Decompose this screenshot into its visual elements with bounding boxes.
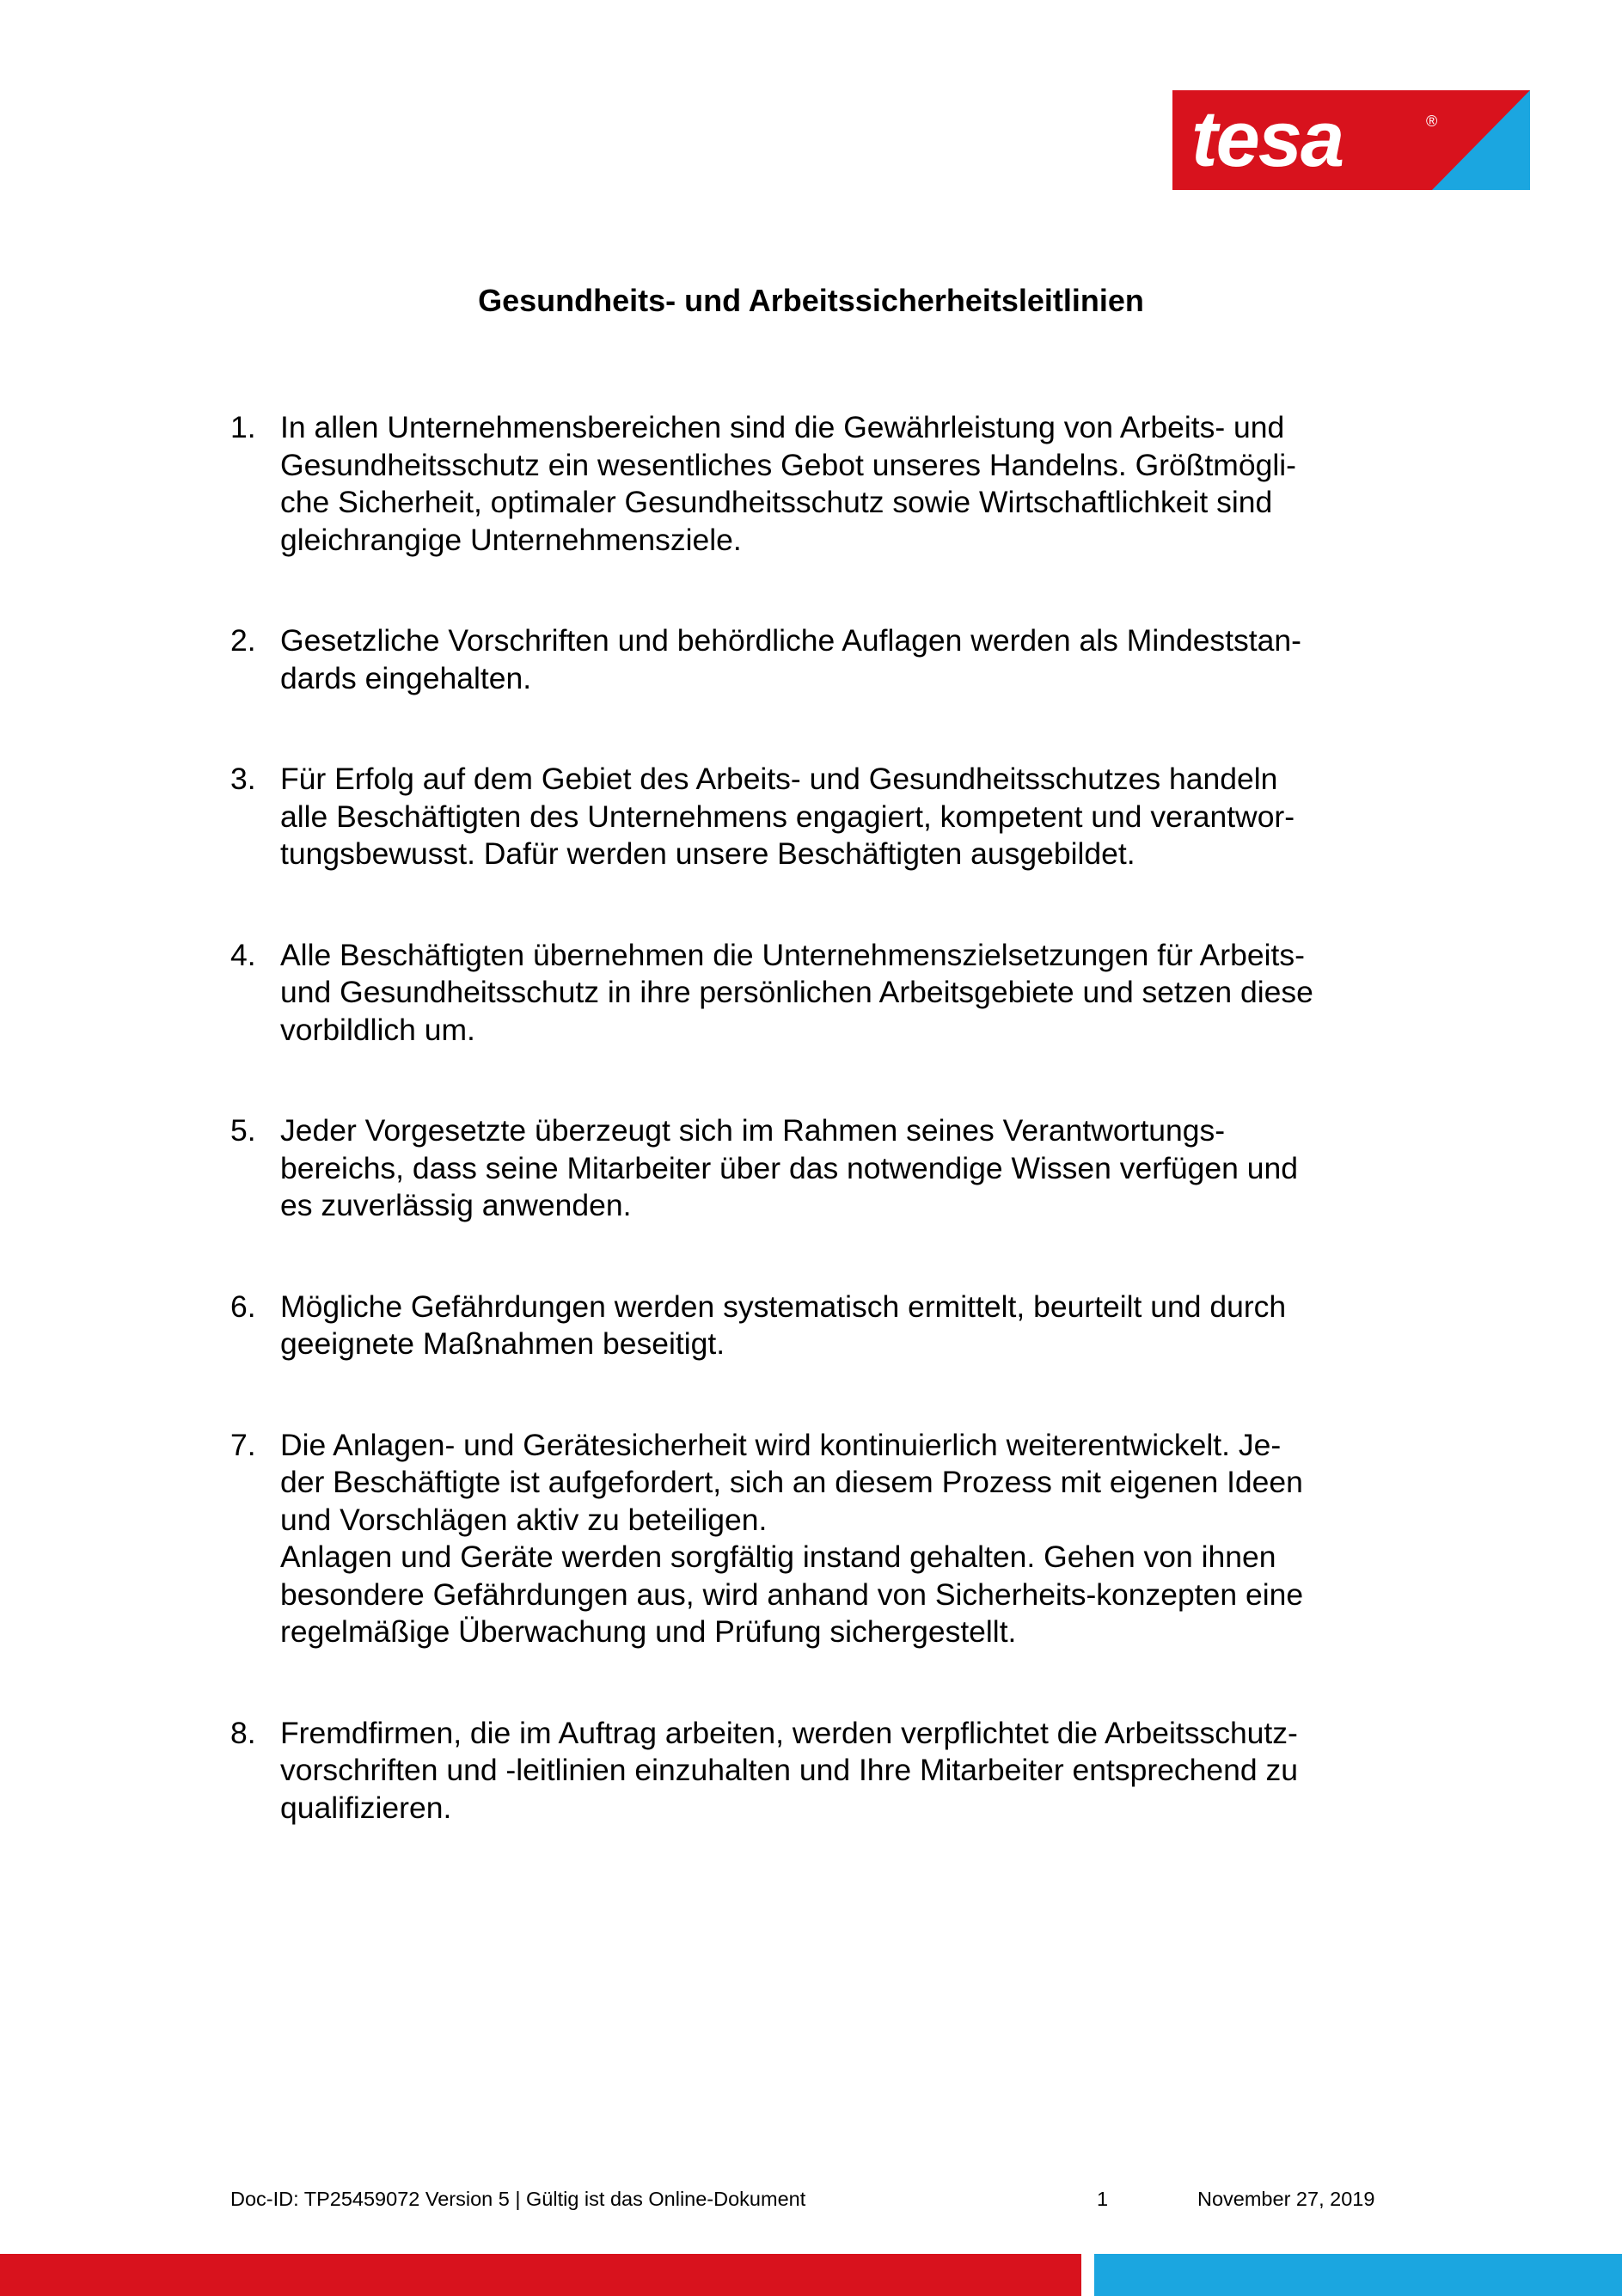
footer-doc-id: Doc-ID: TP25459072 Version 5 | Gültig ist das Online-Dokument xyxy=(230,2188,806,2210)
list-item-line: Anlagen und Geräte werden sorgfältig instand gehalten. Gehen von ihnen xyxy=(280,1540,1276,1574)
list-item xyxy=(230,761,1399,873)
list-item-number: 5. xyxy=(230,1113,256,1148)
list-item-number: 4. xyxy=(230,937,256,972)
list-item-line: der Beschäftigte ist aufgefordert, sich an diesem Prozess mit eigenen Ideen xyxy=(280,1465,1303,1499)
list-item-line: alle Beschäftigten des Unternehmens engagiert, kompetent und verantwor- xyxy=(280,799,1295,834)
list-item-line: geeignete Maßnahmen beseitigt. xyxy=(280,1326,725,1361)
list-item-line: regelmäßige Überwachung und Prüfung sichergestellt. xyxy=(280,1614,1017,1649)
list-item-text xyxy=(280,622,1398,697)
list-item-text xyxy=(280,1427,1398,1651)
page-title: Gesundheits- und Arbeitssicherheitsleitlinien xyxy=(478,283,1144,318)
list-item-text xyxy=(280,937,1398,1050)
list-item-line: Mögliche Gefährdungen werden systematisch ermittelt, beurteilt und durch xyxy=(280,1289,1287,1324)
tesa-logo xyxy=(1172,90,1530,190)
list-item-line: dards eingehalten. xyxy=(280,660,532,695)
list-item-line: Jeder Vorgesetzte überzeugt sich im Rahmen seines Verantwortungs- xyxy=(280,1113,1226,1148)
guidelines-list xyxy=(230,409,1399,1890)
list-item-text xyxy=(280,761,1398,873)
footer-page-number: 1 xyxy=(1097,2188,1109,2210)
list-item-line: vorbildlich um. xyxy=(280,1012,475,1047)
list-item-line: vorschriften und -leitlinien einzuhalten und Ihre Mitarbeiter entsprechend zu xyxy=(280,1753,1299,1787)
list-item xyxy=(230,937,1399,1050)
list-item xyxy=(230,1715,1399,1828)
list-item-text xyxy=(280,1112,1398,1225)
list-item-line: tungsbewusst. Dafür werden unsere Beschäftigten ausgebildet. xyxy=(280,836,1135,871)
list-item xyxy=(230,622,1399,697)
list-item-line: bereichs, dass seine Mitarbeiter über das notwendige Wissen verfügen und xyxy=(280,1150,1298,1185)
list-item-line: Fremdfirmen, die im Auftrag arbeiten, werden verpflichtet die Arbeitsschutz- xyxy=(280,1715,1298,1750)
list-item-line: Gesetzliche Vorschriften und behördliche Auflagen werden als Mindeststan- xyxy=(280,623,1301,658)
list-item-line: und Vorschlägen aktiv zu beteiligen. xyxy=(280,1502,768,1537)
list-item-line: und Gesundheitsschutz in ihre persönlichen Arbeitsgebiete und setzen diese xyxy=(280,975,1313,1009)
list-item-number: 7. xyxy=(230,1427,256,1462)
list-item xyxy=(230,1289,1399,1363)
list-item-line: In allen Unternehmensbereichen sind die Gewährleistung von Arbeits- und xyxy=(280,410,1285,444)
list-item-line: Für Erfolg auf dem Gebiet des Arbeits- und Gesundheitsschutzes handeln xyxy=(280,762,1278,796)
list-item-line: qualifizieren. xyxy=(280,1790,452,1825)
list-item-line: Alle Beschäftigten übernehmen die Unternehmenszielsetzungen für Arbeits- xyxy=(280,937,1305,972)
list-item-text xyxy=(280,1715,1398,1828)
list-item-line: gleichrangige Unternehmensziele. xyxy=(280,522,742,557)
list-item xyxy=(230,1112,1399,1225)
list-item-number: 1. xyxy=(230,410,256,444)
list-item-text xyxy=(280,409,1398,559)
list-item xyxy=(230,1427,1399,1651)
footer-blue-bar xyxy=(1094,2254,1622,2296)
list-item xyxy=(230,409,1399,559)
list-item-number: 2. xyxy=(230,623,256,658)
svg-text:tesa: tesa xyxy=(1191,95,1344,183)
list-item-line: Die Anlagen- und Gerätesicherheit wird kontinuierlich weiterentwickelt. Je- xyxy=(280,1427,1282,1462)
list-item-line: che Sicherheit, optimaler Gesundheitsschutz sowie Wirtschaftlichkeit sind xyxy=(280,485,1273,519)
footer-red-bar xyxy=(0,2254,1081,2296)
list-item-line: Gesundheitsschutz ein wesentliches Gebot unseres Handelns. Größtmögli- xyxy=(280,447,1296,482)
list-item-line: besondere Gefährdungen aus, wird anhand von Sicherheits-konzepten eine xyxy=(280,1577,1304,1612)
list-item-number: 3. xyxy=(230,762,256,796)
list-item-text xyxy=(280,1289,1398,1363)
list-item-line: es zuverlässig anwenden. xyxy=(280,1188,632,1222)
footer-date: November 27, 2019 xyxy=(1197,2188,1375,2210)
svg-text:®: ® xyxy=(1426,113,1438,130)
list-item-number: 6. xyxy=(230,1289,256,1324)
list-item-number: 8. xyxy=(230,1715,256,1750)
